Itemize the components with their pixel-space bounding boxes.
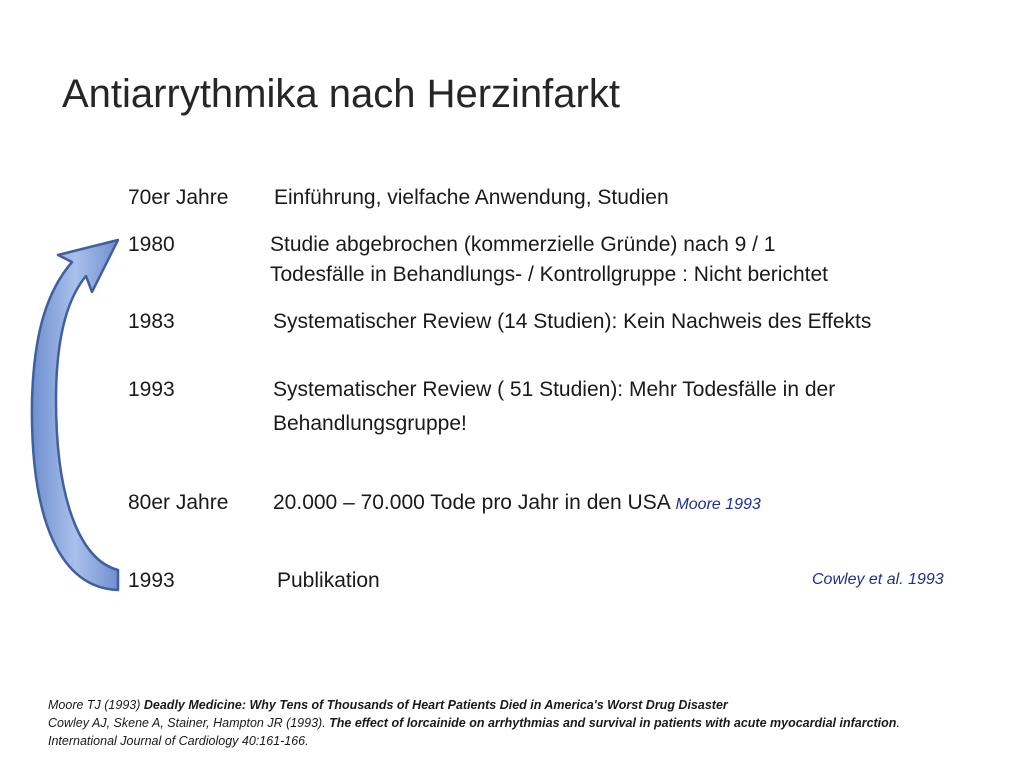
footnote-moore <box>48 696 948 714</box>
timeline-year: 1993 <box>128 378 175 401</box>
timeline-desc-line2: Todesfälle in Behandlungs- / Kontrollgruppe : Nicht berichtet <box>270 263 828 286</box>
footnote-cowley <box>48 714 948 750</box>
reference-moore: Moore 1993 <box>675 496 761 513</box>
footnote-cowley-authors: Cowley AJ, Skene A, Stainer, Hampton JR (1993). <box>48 716 330 730</box>
slide-title: Antiarrythmika nach Herzinfarkt <box>62 72 620 116</box>
timeline-year: 80er Jahre <box>128 491 229 514</box>
timeline-desc: 20.000 – 70.000 Tode pro Jahr in den USA <box>273 491 670 514</box>
timeline-year: 1983 <box>128 310 175 333</box>
footnotes <box>48 696 948 750</box>
timeline-year: 1980 <box>128 233 175 256</box>
timeline-desc: Systematischer Review ( 51 Studien): Mehr Todesfälle in der <box>273 378 836 401</box>
timeline-desc: Publikation <box>277 569 380 592</box>
timeline-desc: Systematischer Review (14 Studien): Kein Nachweis des Effekts <box>273 310 872 333</box>
timeline-desc: Studie abgebrochen (kommerzielle Gründe) nach 9 / 1 <box>270 233 776 256</box>
reference-cowley: Cowley et al. 1993 <box>812 571 944 588</box>
timeline-desc: Einführung, vielfache Anwendung, Studien <box>274 186 669 209</box>
timeline-year: 70er Jahre <box>128 186 229 209</box>
footnote-moore-title: Deadly Medicine: Why Tens of Thousands of Heart Patients Died in America's Worst Drug Disaster <box>143 698 728 712</box>
timeline-desc-with-ref <box>273 491 761 515</box>
timeline-desc-line2: Behandlungsgruppe! <box>273 412 467 435</box>
footnote-cowley-title: The effect of lorcainide on arrhythmias and survival in patients with acute myocardial infarction <box>329 716 897 730</box>
footnote-cowley-journal: . International Journal of Cardiology 40:161-166. <box>48 716 900 748</box>
footnote-moore-authors: Moore TJ (1993) <box>48 698 144 712</box>
timeline-year: 1993 <box>128 569 175 592</box>
